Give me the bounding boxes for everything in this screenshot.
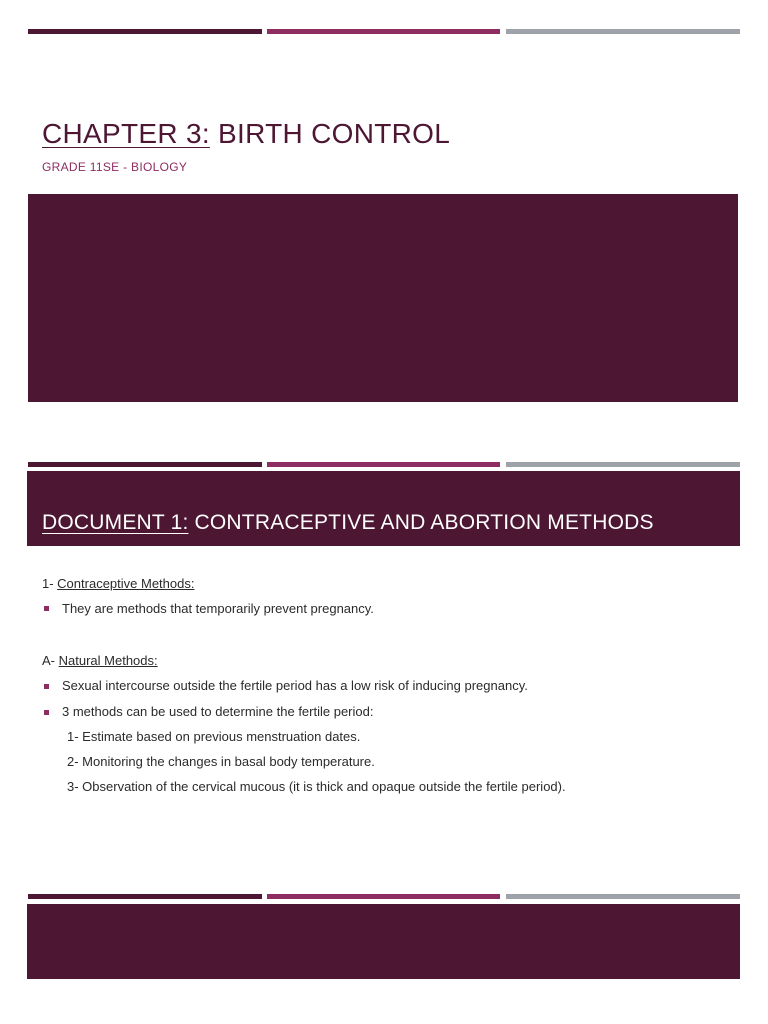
section-number: 1- <box>42 576 58 591</box>
document-heading-label: DOCUMENT 1: <box>42 511 189 534</box>
document-heading-title: CONTRACEPTIVE AND ABORTION METHODS <box>188 511 654 534</box>
sub-list-item: 1- Estimate based on previous menstruation dates. <box>67 729 361 744</box>
slide-title <box>42 118 450 150</box>
sub-list-item: 3- Observation of the cervical mucous (it is thick and opaque outside the fertile period). <box>67 779 566 794</box>
title-color-block <box>28 194 738 402</box>
slide3-bar-dark <box>28 894 262 899</box>
top-bar-dark <box>28 29 262 34</box>
bullet-icon <box>44 684 49 689</box>
slide2-bar-grey <box>506 462 740 467</box>
list-item: They are methods that temporarily prevent pregnancy. <box>62 601 374 616</box>
slide3-header-block <box>27 904 740 979</box>
sub-list-item: 2- Monitoring the changes in basal body temperature. <box>67 754 375 769</box>
section-natural-heading <box>42 653 158 668</box>
slide-title-topic: BIRTH CONTROL <box>209 118 451 149</box>
list-item: 3 methods can be used to determine the fertile period: <box>62 704 374 719</box>
top-bar-accent <box>267 29 500 34</box>
list-item: Sexual intercourse outside the fertile period has a low risk of inducing pregnancy. <box>62 678 528 693</box>
slide3-bar-grey <box>506 894 740 899</box>
document-heading <box>42 511 654 535</box>
bullet-icon <box>44 606 49 611</box>
section-letter: A- <box>42 653 59 668</box>
slide-subtitle: GRADE 11SE - BIOLOGY <box>42 160 188 174</box>
slide2-bar-dark <box>28 462 262 467</box>
slide2-bar-accent <box>267 462 500 467</box>
section-label: Contraceptive Methods: <box>57 576 195 591</box>
slide3-bar-accent <box>267 894 500 899</box>
bullet-icon <box>44 710 49 715</box>
section-label: Natural Methods: <box>58 653 158 668</box>
section-contraceptive-heading <box>42 576 194 591</box>
top-bar-grey <box>506 29 740 34</box>
slide-title-chapter: CHAPTER 3: <box>42 118 210 149</box>
